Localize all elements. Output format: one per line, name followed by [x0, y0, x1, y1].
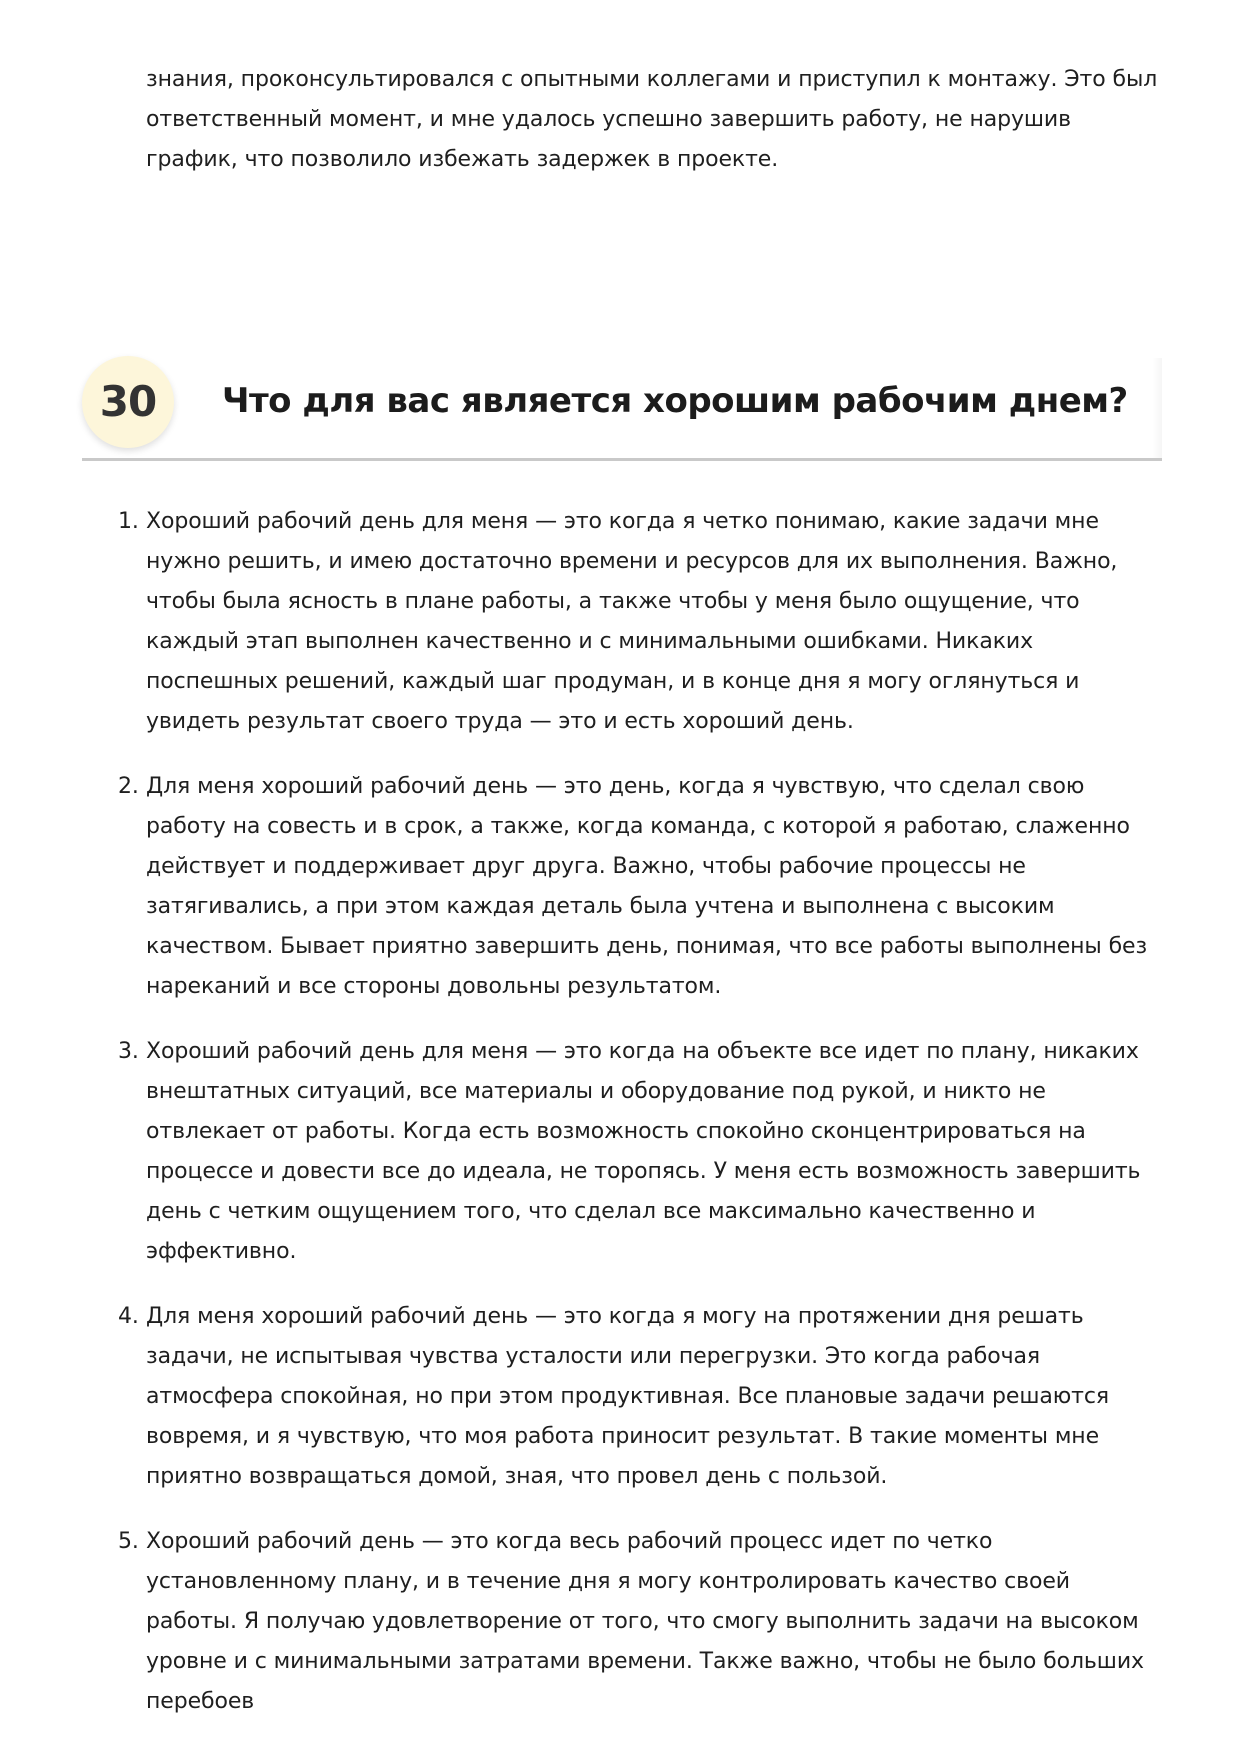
intro-paragraph: знания, проконсультировался с опытными коллегами и приступил к монтажу. Это был ответственный момент, и мне удалось успешно завершить работу, не нарушив график, что позволило избежать задержек в проекте.: [146, 67, 1158, 172]
question-title: Что для вас является хорошим рабочим днем?: [222, 381, 1128, 421]
header-divider: [82, 458, 1162, 461]
answer-text: Для меня хороший рабочий день — это день, когда я чувствую, что сделал свою работу на совесть и в срок, а также, когда команда, с которой я работаю, слаженно действует и поддерживает друг друга. Важно, чтобы рабочие процессы не затягивались, а при этом каждая деталь была учтена и выполнена с высоким качеством. Бывает приятно завершить день, понимая, что все работы выполнены без нареканий и все стороны довольны результатом.: [146, 774, 1148, 999]
answer-text: Для меня хороший рабочий день — это когда я могу на протяжении дня решать задачи, не испытывая чувства усталости или перегрузки. Это когда рабочая атмосфера спокойная, но при этом продуктивная. Все плановые задачи решаются вовремя, и я чувствую, что моя работа приносит результат. В такие моменты мне приятно возвращаться домой, зная, что провел день с пользой.: [146, 1304, 1110, 1489]
answer-text: Хороший рабочий день — это когда весь рабочий процесс идет по четко установленному плану, и в течение дня я могу контролировать качество своей работы. Я получаю удовлетворение от того, что смогу выполнить задачи на высоком уровне и с минимальными затратами времени. Также важно, чтобы не было больших перебоев: [146, 1529, 1144, 1714]
answer-item-2: [118, 767, 1166, 1007]
section-header: [82, 356, 1162, 460]
header-shade: [1152, 358, 1162, 458]
answer-list: [118, 502, 1166, 1747]
answer-item-1: [118, 502, 1166, 742]
answer-number: 2.: [118, 774, 139, 799]
answer-number: 5.: [118, 1529, 139, 1554]
answer-text: Хороший рабочий день для меня — это когда я четко понимаю, какие задачи мне нужно решить, и имею достаточно времени и ресурсов для их выполнения. Важно, чтобы была ясность в плане работы, а также чтобы у меня было ощущение, что каждый этап выполнен качественно и с минимальными ошибками. Никаких поспешных решений, каждый шаг продуман, и в конце дня я могу оглянуться и увидеть результат своего труда — это и есть хороший день.: [146, 509, 1118, 734]
answer-text: Хороший рабочий день для меня — это когда на объекте все идет по плану, никаких внештатных ситуаций, все материалы и оборудование под рукой, и никто не отвлекает от работы. Когда есть возможность спокойно сконцентрироваться на процессе и довести все до идеала, не торопясь. У меня есть возможность завершить день с четким ощущением того, что сделал все максимально качественно и эффективно.: [146, 1039, 1141, 1264]
answer-item-3: [118, 1032, 1166, 1272]
answer-number: 1.: [118, 509, 139, 534]
answer-item-4: [118, 1297, 1166, 1497]
answer-number: 3.: [118, 1039, 139, 1064]
answer-item-5: [118, 1522, 1166, 1722]
answer-number: 4.: [118, 1304, 139, 1329]
question-number-badge: 30: [82, 356, 174, 448]
